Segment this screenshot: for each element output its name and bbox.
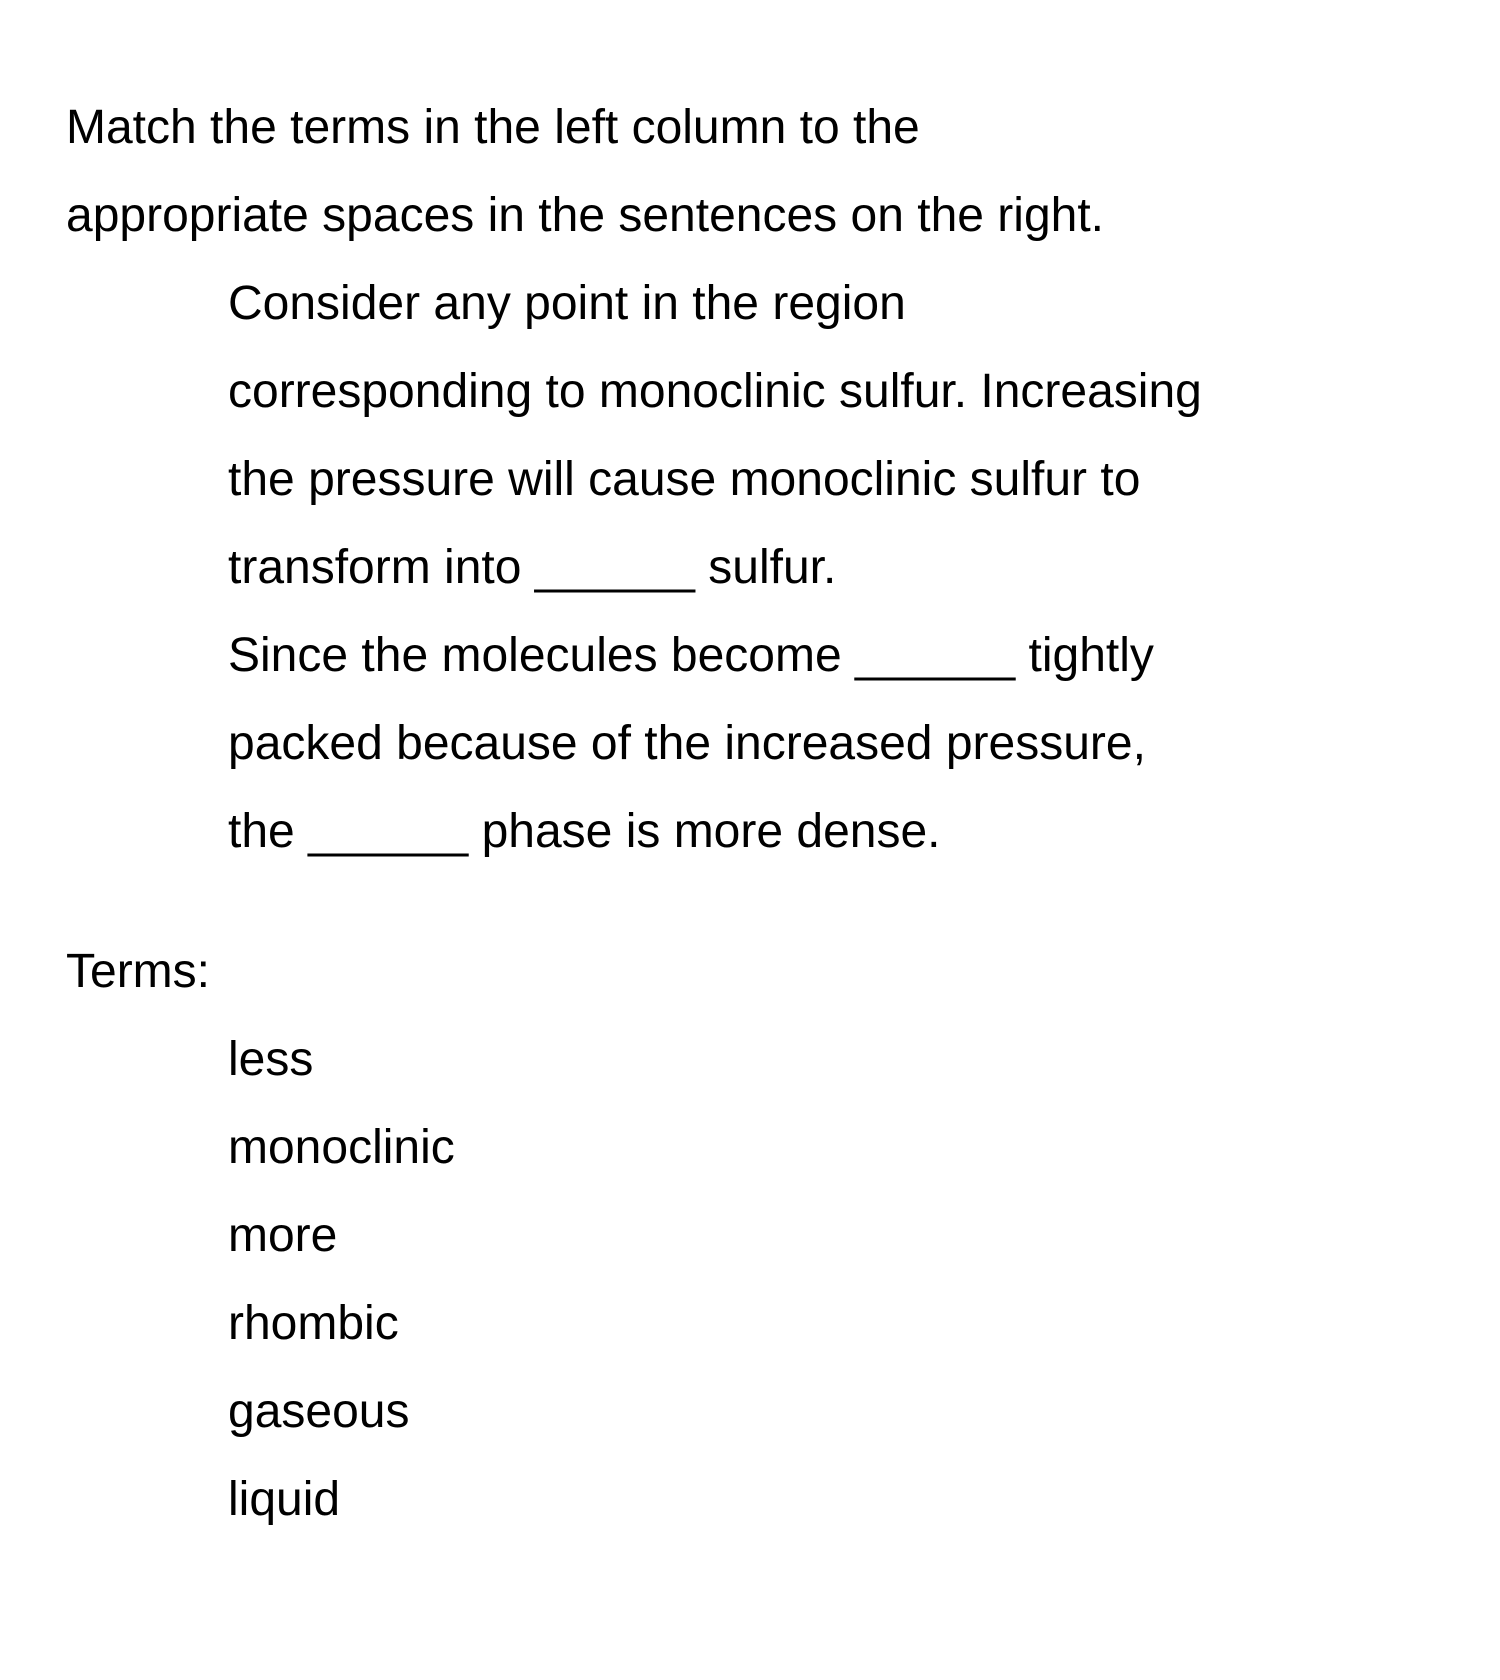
terms-list <box>228 1016 1440 1544</box>
term-item[interactable]: monoclinic <box>228 1121 455 1174</box>
sentence-line: the ______ phase is more dense. <box>228 805 941 858</box>
sentence-line: corresponding to monoclinic sulfur. Increasing <box>228 365 1202 418</box>
term-item[interactable]: less <box>228 1033 314 1086</box>
sentence-line: Since the molecules become ______ tightly <box>228 629 1154 682</box>
term-item[interactable]: more <box>228 1209 338 1262</box>
instructions-line-2: appropriate spaces in the sentences on the right. <box>66 189 1104 242</box>
instructions <box>66 84 1440 260</box>
sentence-line: transform into ______ sulfur. <box>228 541 837 594</box>
terms-heading: Terms: <box>66 945 210 998</box>
sentences-block <box>228 260 1440 876</box>
term-item[interactable]: gaseous <box>228 1385 410 1438</box>
sentence-line: Consider any point in the region <box>228 277 906 330</box>
term-item[interactable]: liquid <box>228 1473 341 1526</box>
term-item[interactable]: rhombic <box>228 1297 399 1350</box>
sentence-line: packed because of the increased pressure, <box>228 717 1146 770</box>
sentence-line: the pressure will cause monoclinic sulfur to <box>228 453 1141 506</box>
instructions-line-1: Match the terms in the left column to the <box>66 101 920 154</box>
